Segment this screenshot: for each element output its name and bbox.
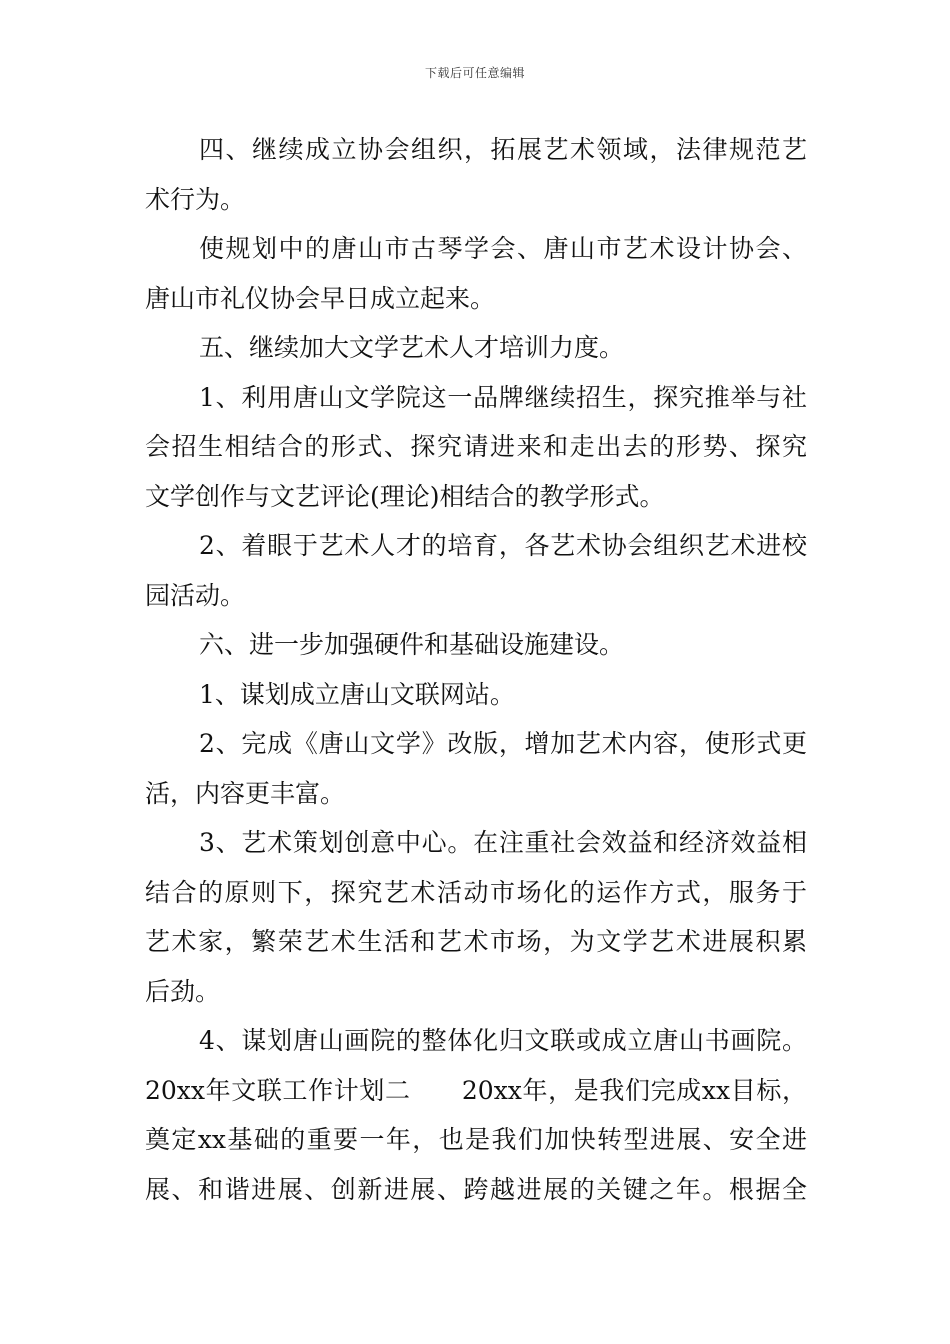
list-item-line: 3、艺术策划创意中心。在注重社会效益和经济效益相 [199,828,807,857]
paragraph-line: 使规划中的唐山市古琴学会、唐山市艺术设计协会、 [199,234,807,263]
paragraph-line: 唐山市礼仪协会早日成立起来。 [145,283,496,313]
list-item-line: 后劲。 [145,976,221,1006]
list-item-line: 4、谋划唐山画院的整体化归文联或成立唐山书画院。 [199,1026,807,1055]
list-item-line: 2、着眼于艺术人才的培育，各艺术协会组织艺术进校 [199,531,807,560]
document-body [145,125,807,1214]
list-item-line: 文学创作与文艺评论(理论)相结合的教学形式。 [145,481,665,511]
list-item-line: 艺术家，繁荣艺术生活和艺术市场，为文学艺术进展积累 [145,927,807,956]
list-item-line: 结合的原则下，探究艺术活动市场化的运作方式，服务于 [145,877,807,907]
section-heading-6: 六、进一步加强硬件和基础设施建设。 [199,630,625,659]
page-header: 下载后可任意编辑 [424,66,525,80]
list-item-line: 1、利用唐山文学院这一品牌继续招生，探究推举与社 [199,382,807,412]
list-item-line: 1、谋划成立唐山文联网站。 [199,679,515,709]
list-item-line: 2、完成《唐山文学》改版，增加艺术内容，使形式更 [199,729,807,758]
list-item-line: 活，内容更丰富。 [145,778,346,808]
section-heading-4: 四、继续成立协会组织，拓展艺术领域，法律规范艺 [199,135,807,164]
paragraph-line: 术行为。 [145,184,246,214]
list-item-line: 园活动。 [145,580,246,610]
paragraph-line: 奠定xx基础的重要一年，也是我们加快转型进展、安全进 [145,1125,807,1154]
paragraph-line: 20xx年文联工作计划二 20xx年，是我们完成xx目标， [145,1075,807,1105]
section-heading-5: 五、继续加大文学艺术人才培训力度。 [199,333,625,362]
paragraph-line: 展、和谐进展、创新进展、跨越进展的关键之年。根据全 [145,1174,807,1204]
list-item-line: 会招生相结合的形式、探究请进来和走出去的形势、探究 [145,432,807,461]
